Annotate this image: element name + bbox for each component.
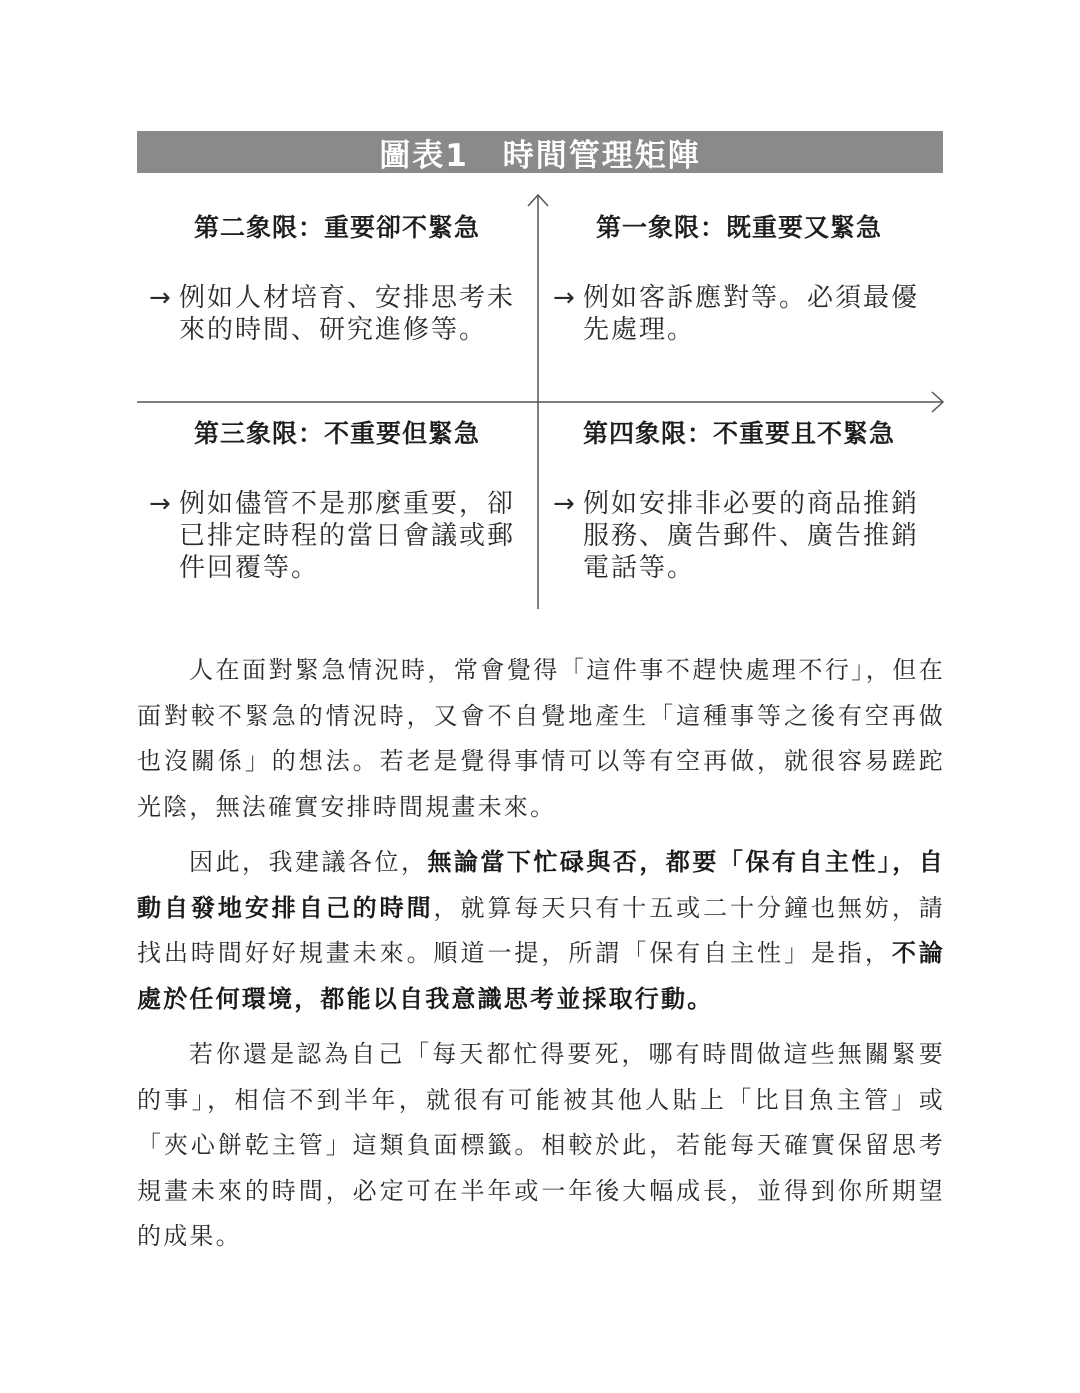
paragraph-two-emphasis-b: 不論處於任何環境，都能以自我意識思考並採取行動。: [137, 939, 945, 1013]
quadrant-one-line2: 先處理。: [583, 315, 696, 345]
quadrant-two-line1: 例如人材培育、安排思考未: [179, 283, 516, 313]
arrow-glyph: →: [149, 283, 173, 313]
quadrant-two-heading: 第二象限：重要卻不緊急: [193, 213, 480, 242]
paragraph-two-emphasis-a: 無論當下忙碌與否，都要「保有自主性」，自動自發地安排自己的時間: [137, 848, 945, 922]
paragraph-three: 若你還是認為自己「每天都忙得要死，哪有時間做這些無關緊要的事」，相信不到半年，就很有可能被其他人貼上「比目魚主管」或「夾心餅乾主管」這類負面標籤。相較於此，若能每天確實保留思考規畫未來的時間，必定可在半年或一年後大幅成長，並得到你所期望的成果。: [137, 1040, 945, 1250]
quadrant-four-heading: 第四象限：不重要且不緊急: [582, 419, 895, 448]
paragraph-two: [137, 840, 945, 1022]
paragraph-two-part-a: 因此，我建議各位，: [189, 848, 428, 876]
quadrant-three-line2: 已排定時程的當日會議或郵: [179, 521, 516, 551]
figure-title-bar: [137, 131, 943, 173]
quadrant-four-line3: 電話等。: [583, 553, 696, 583]
figure-label: 圖表1: [379, 137, 469, 174]
quadrant-four-description: [539, 488, 939, 584]
quadrant-two: [137, 210, 537, 346]
quadrant-three-line3: 件回覆等。: [179, 553, 320, 583]
quadrant-four-line2: 服務、廣告郵件、廣告推銷: [583, 521, 920, 551]
paragraph-one: 人在面對緊急情況時，常會覺得「這件事不趕快處理不行」，但在面對較不緊急的情況時，又會不自覺地產生「這種事等之後有空再做也沒關係」的想法。若老是覺得事情可以等有空再做，就很容易蹉跎光陰，無法確實安排時間規畫未來。: [137, 656, 945, 821]
quadrant-one-line1: 例如客訴應對等。必須最優: [583, 283, 920, 313]
quadrant-four-line1: 例如安排非必要的商品推銷: [583, 489, 920, 519]
quadrant-three-description: [137, 488, 537, 584]
arrow-glyph: →: [553, 283, 577, 313]
quadrant-three-line1: 例如儘管不是那麼重要，卻: [179, 489, 516, 519]
arrow-glyph: →: [553, 489, 577, 519]
quadrant-two-description: [137, 282, 537, 346]
quadrant-one: [539, 210, 939, 346]
quadrant-one-heading: 第一象限：既重要又緊急: [595, 213, 882, 242]
quadrant-three: [137, 416, 537, 584]
quadrant-one-description: [539, 282, 939, 346]
paragraph-two-part-c: ，就算每天只有十五或二十分鐘也無妨，請找出時間好好規畫未來。順道一提，所謂「保有自主性」是指，: [137, 893, 945, 967]
figure-title: 時間管理矩陣: [502, 137, 701, 174]
arrow-glyph: →: [149, 489, 173, 519]
quadrant-three-heading: 第三象限：不重要但緊急: [193, 419, 480, 448]
quadrant-two-line2: 來的時間、研究進修等。: [179, 315, 488, 345]
time-management-matrix: [137, 192, 945, 610]
quadrant-four: [539, 416, 939, 584]
body-text: [137, 648, 945, 1262]
